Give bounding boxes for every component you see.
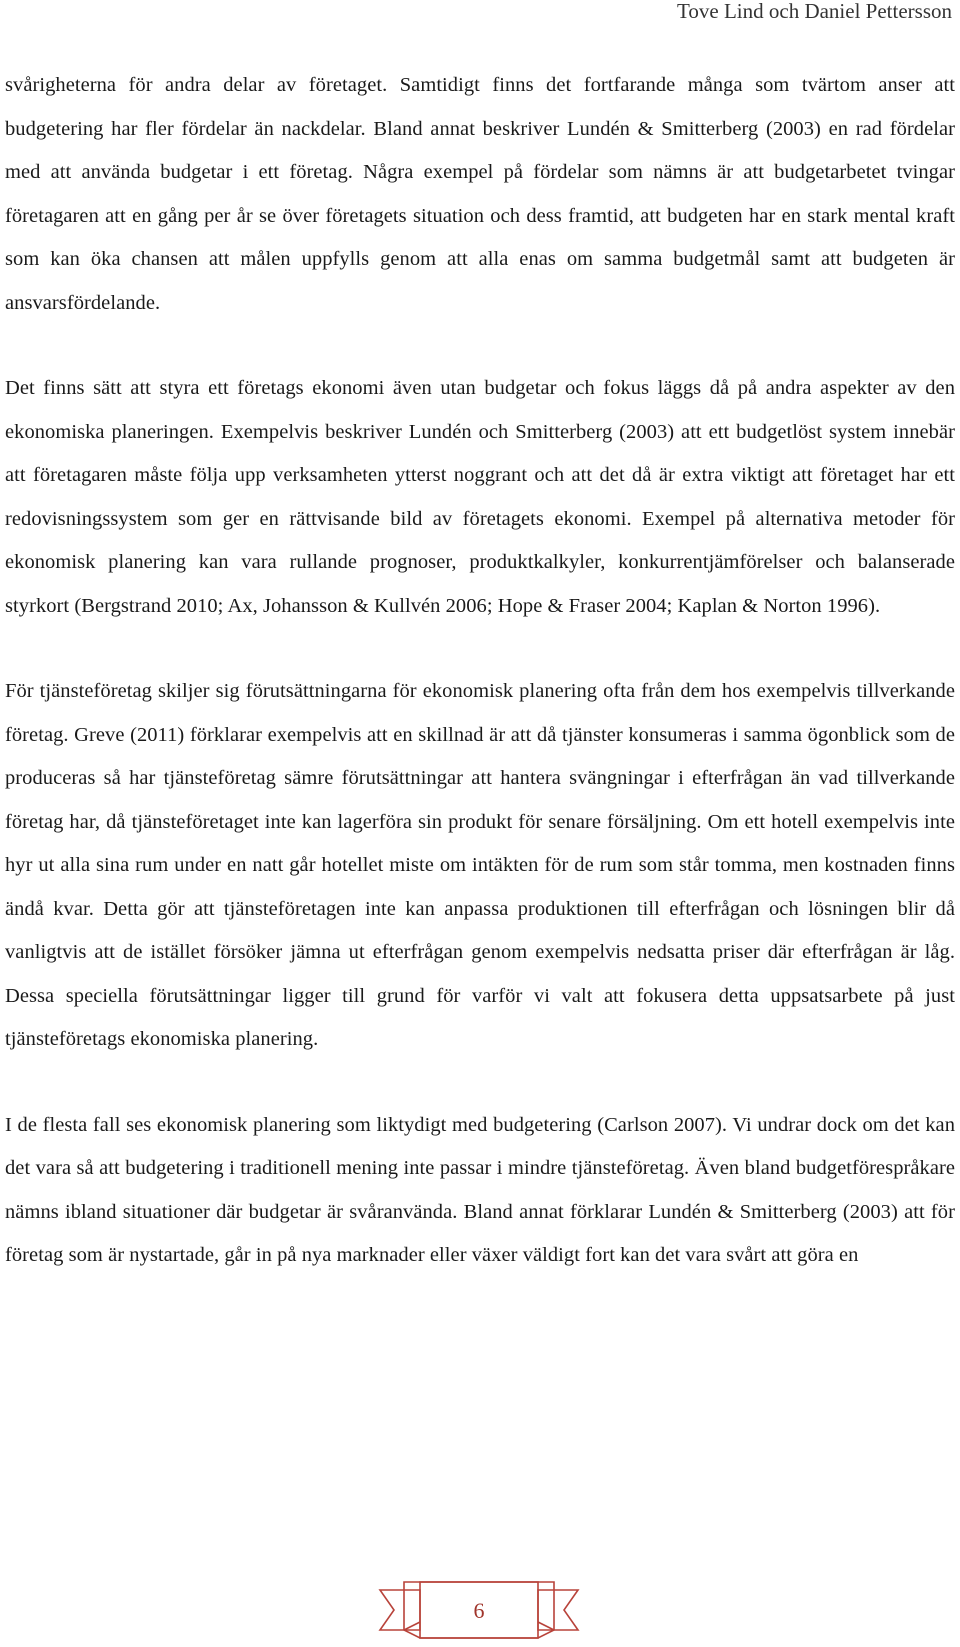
- page-number-ribbon: [376, 1578, 582, 1642]
- paragraph-4: I de flesta fall ses ekonomisk planering som liktydigt med budgetering (Carlson 2007). Vi undrar dock om det kan det vara så att budgetering i traditionell mening inte passar i mindre tjänsteföretag. Även bland budgetförespråkare nämns ibland situationer där budgetar är svåranvända. Bland annat förklarar Lundén & Smitterberg (2003) att för företag som är nystartade, går in på nya marknader eller växer väldigt fort kan det vara svårt att göra en: [5, 1113, 955, 1266]
- paragraph-1: svårigheterna för andra delar av företaget. Samtidigt finns det fortfarande många som tvärtom anser att budgetering har fler fördelar än nackdelar. Bland annat beskriver Lundén & Smitterberg (2003) en rad fördelar med att använda budgetar i ett företag. Några exempel på fördelar som nämns är att budgetarbetet tvingar företagaren att en gång per år se över företagets situation och dess framtid, att budgeten har en stark mental kraft som kan öka chansen att målen uppfylls genom att alla enas om samma budgetmål samt att budgeten är ansvarsfördelande.: [5, 74, 955, 314]
- body-text: [5, 64, 955, 1278]
- page-number: 6: [473, 1598, 485, 1623]
- paragraph-2: Det finns sätt att styra ett företags ekonomi även utan budgetar och fokus läggs då på andra aspekter av den ekonomiska planeringen. Exempelvis beskriver Lundén och Smitterberg (2003) att ett budgetlöst system innebär att företagaren måste följa upp verksamheten ytterst noggrant och att det då är extra viktigt att företaget har ett redovisningssystem som ger en rättvisande bild av företagets ekonomi. Exempel på alternativa metoder för ekonomisk planering kan vara rullande prognoser, produktkalkyler, konkurrentjämförelser och balanserade styrkort (Bergstrand 2010; Ax, Johansson & Kullvén 2006; Hope & Fraser 2004; Kaplan & Norton 1996).: [5, 377, 955, 617]
- running-header: Tove Lind och Daniel Pettersson: [677, 0, 952, 23]
- paragraph-3: För tjänsteföretag skiljer sig förutsättningarna för ekonomisk planering ofta från dem hos exempelvis tillverkande företag. Greve (2011) förklarar exempelvis att en skillnad är att då tjänster konsumeras i samma ögonblick som de produceras så har tjänsteföretag sämre förutsättningar att hantera svängningar i efterfrågan än vad tillverkande företag har, då tjänsteföretaget inte kan lagerföra sin produkt för senare försäljning. Om ett hotell exempelvis inte hyr ut alla sina rum under en natt går hotellet miste om intäkten för de rum som står tomma, men kostnaden finns ändå kvar. Detta gör att tjänsteföretagen inte kan anpassa produktionen till efterfrågan och lösningen blir då vanligtvis att de istället försöker jämna ut efterfrågan genom exempelvis nedsatta priser där efterfrågan är låg. Dessa speciella förutsättningar ligger till grund för varför vi valt att fokusera detta uppsatsarbete på just tjänsteföretags ekonomiska planering.: [5, 680, 955, 1050]
